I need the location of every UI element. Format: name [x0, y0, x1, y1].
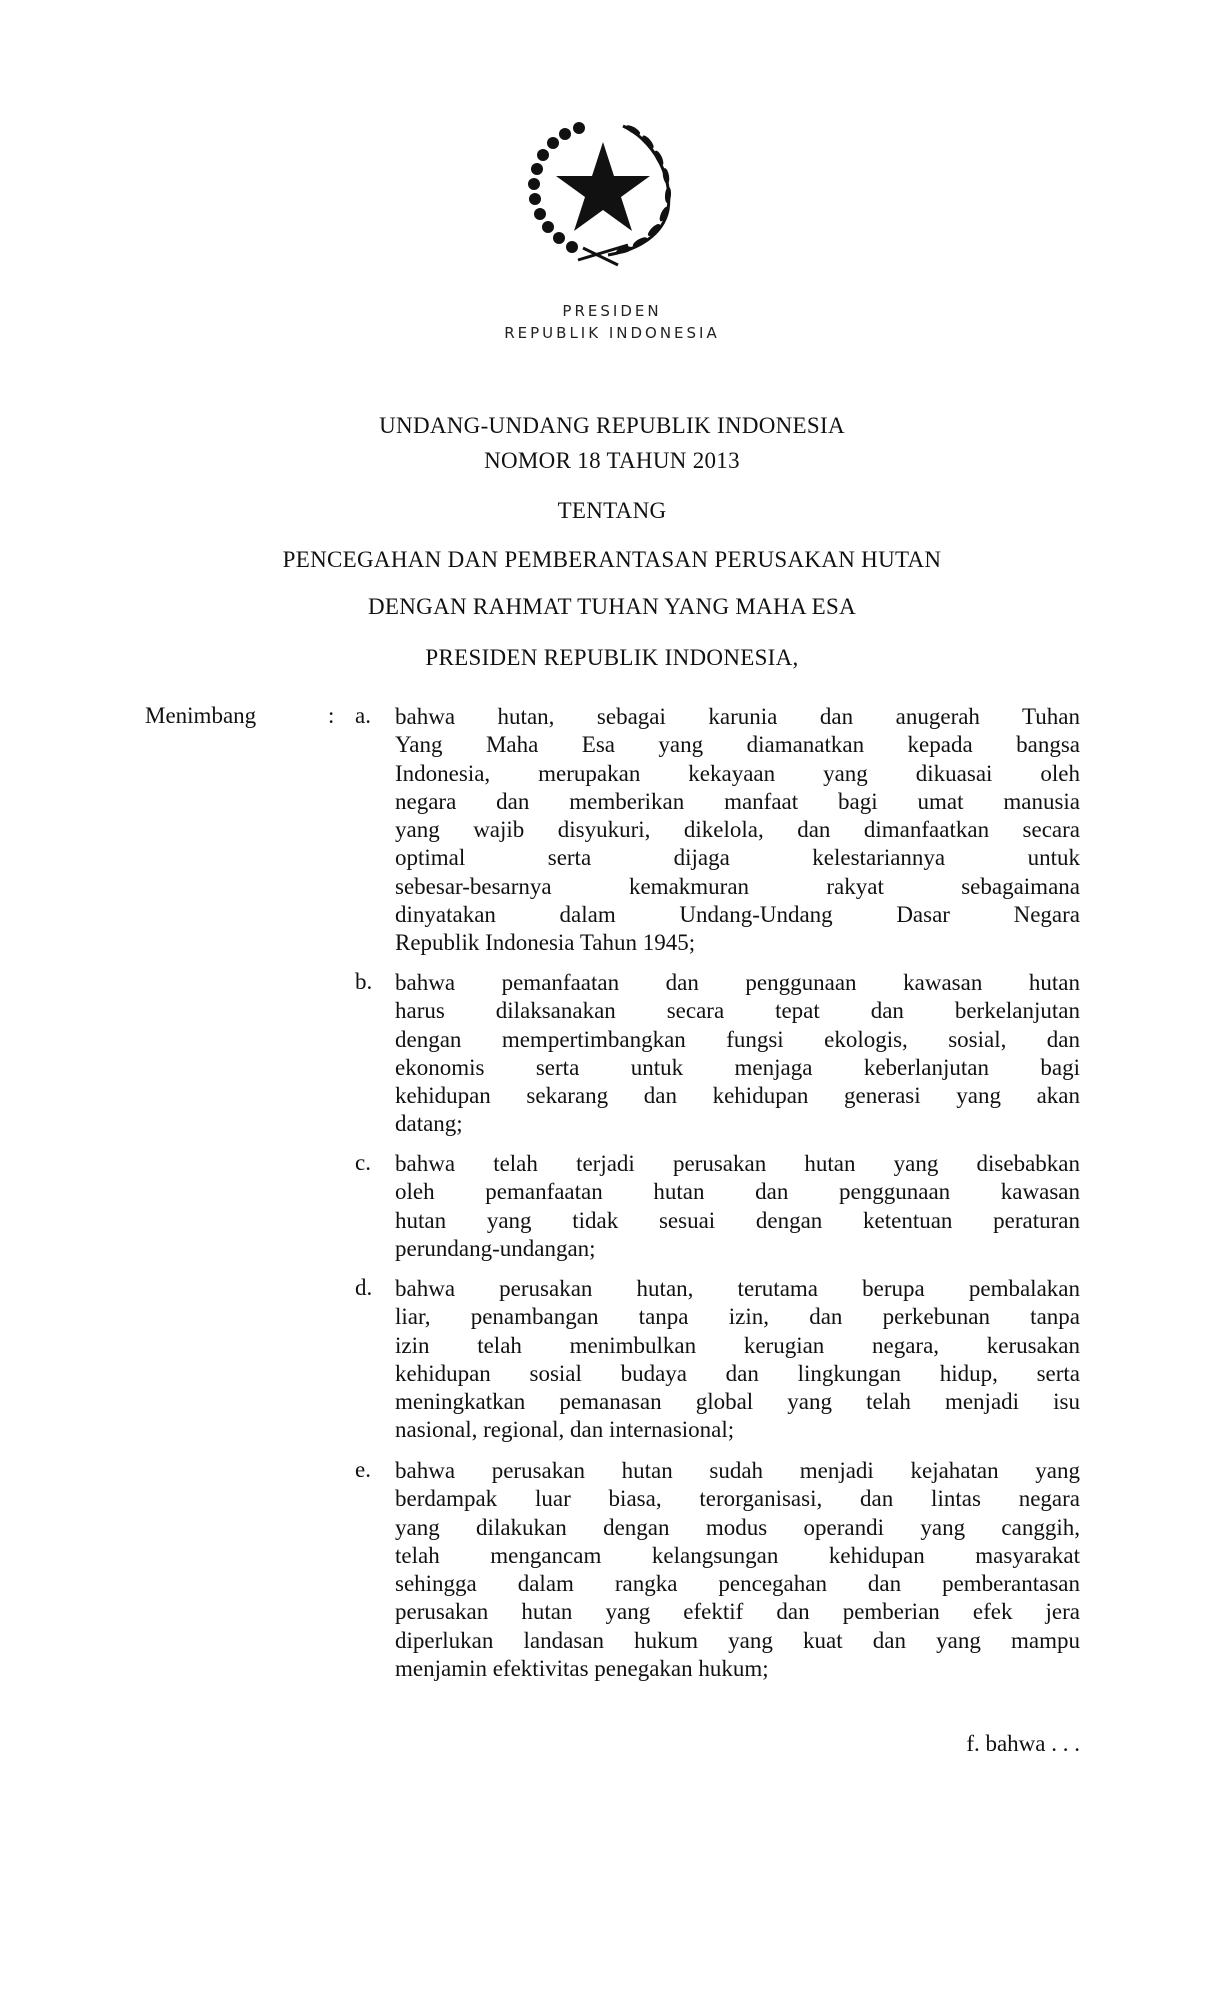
item-line: bahwa perusakan hutan, terutama berupa pembalakan [395, 1276, 1080, 1301]
considering-item [355, 703, 1080, 958]
presidential-emblem-icon [523, 120, 683, 270]
item-line: berdampak luar biasa, terorganisasi, dan lintas negara [395, 1486, 1080, 1512]
item-line: oleh pemanfaatan hutan dan penggunaan kawasan [395, 1179, 1080, 1205]
item-line: meningkatkan pemanasan global yang telah menjadi isu [395, 1389, 1080, 1415]
considering-colon: : [328, 703, 335, 728]
item-line: yang wajib disyukuri, dikelola, dan dimanfaatkan secara [395, 817, 1080, 843]
item-line: bahwa telah terjadi perusakan hutan yang disebabkan [395, 1151, 1080, 1176]
item-line: perundang-undangan; [395, 1235, 596, 1261]
item-line: optimal serta dijaga kelestariannya untuk [395, 845, 1080, 871]
item-line: menjamin efektivitas penegakan hukum; [395, 1656, 769, 1682]
law-title: UNDANG-UNDANG REPUBLIK INDONESIA [379, 413, 845, 438]
item-line: Yang Maha Esa yang diamanatkan kepada bangsa [395, 732, 1080, 758]
considering-item [355, 1457, 1080, 1683]
item-line: Indonesia, merupakan kekayaan yang dikuasai oleh [395, 760, 1080, 786]
considering-item [355, 1275, 1080, 1445]
item-marker: c. [355, 1150, 371, 1175]
item-line: bahwa perusakan hutan sudah menjadi kejahatan yang [395, 1458, 1080, 1483]
item-line: izin telah menimbulkan kerugian negara, kerusakan [395, 1332, 1080, 1358]
item-line: yang dilakukan dengan modus operandi yang canggih, [395, 1514, 1080, 1540]
item-line: Republik Indonesia Tahun 1945; [395, 930, 696, 956]
about-heading: TENTANG [557, 498, 667, 523]
item-line: nasional, regional, dan internasional; [395, 1417, 735, 1443]
institution-line-1: PRESIDEN [562, 302, 662, 320]
item-line: dinyatakan dalam Undang-Undang Dasar Negara [395, 902, 1080, 928]
continuation-marker: f. bahwa . . . [966, 1731, 1080, 1756]
item-marker: d. [355, 1275, 373, 1300]
item-line: sehingga dalam rangka pencegahan dan pemberantasan [395, 1571, 1080, 1597]
institution-line-2: REPUBLIK INDONESIA [504, 324, 720, 342]
item-line: bahwa hutan, sebagai karunia dan anugerah Tuhan [395, 704, 1080, 729]
considering-label: Menimbang [145, 703, 257, 728]
item-marker: e. [355, 1457, 371, 1482]
item-line: dengan mempertimbangkan fungsi ekologis, sosial, dan [395, 1026, 1080, 1052]
item-line: sebesar-besarnya kemakmuran rakyat sebagaimana [395, 873, 1080, 899]
item-marker: b. [355, 969, 373, 994]
item-line: diperlukan landasan hukum yang kuat dan yang mampu [395, 1627, 1080, 1653]
item-line: datang; [395, 1111, 463, 1137]
item-marker: a. [355, 703, 371, 728]
invocation: DENGAN RAHMAT TUHAN YANG MAHA ESA [367, 594, 857, 619]
item-line: liar, penambangan tanpa izin, dan perkebunan tanpa [395, 1304, 1080, 1330]
law-subject: PENCEGAHAN DAN PEMBERANTASAN PERUSAKAN HUTAN [282, 547, 942, 572]
item-line: telah mengancam kelangsungan kehidupan masyarakat [395, 1542, 1080, 1568]
item-line: bahwa pemanfaatan dan penggunaan kawasan hutan [395, 970, 1080, 995]
item-line: harus dilaksanakan secara tepat dan berkelanjutan [395, 998, 1080, 1024]
law-number: NOMOR 18 TAHUN 2013 [484, 448, 740, 473]
item-line: kehidupan sekarang dan kehidupan generasi yang akan [395, 1083, 1080, 1109]
item-line: hutan yang tidak sesuai dengan ketentuan peraturan [395, 1207, 1080, 1233]
item-line: kehidupan sosial budaya dan lingkungan hidup, serta [395, 1360, 1080, 1386]
considering-item [355, 1150, 1080, 1263]
item-line: perusakan hutan yang efektif dan pemberian efek jera [395, 1599, 1080, 1625]
item-line: negara dan memberikan manfaat bagi umat manusia [395, 788, 1080, 814]
considering-item [355, 969, 1080, 1139]
item-line: ekonomis serta untuk menjaga keberlanjutan bagi [395, 1054, 1080, 1080]
authority: PRESIDEN REPUBLIK INDONESIA, [425, 645, 799, 670]
